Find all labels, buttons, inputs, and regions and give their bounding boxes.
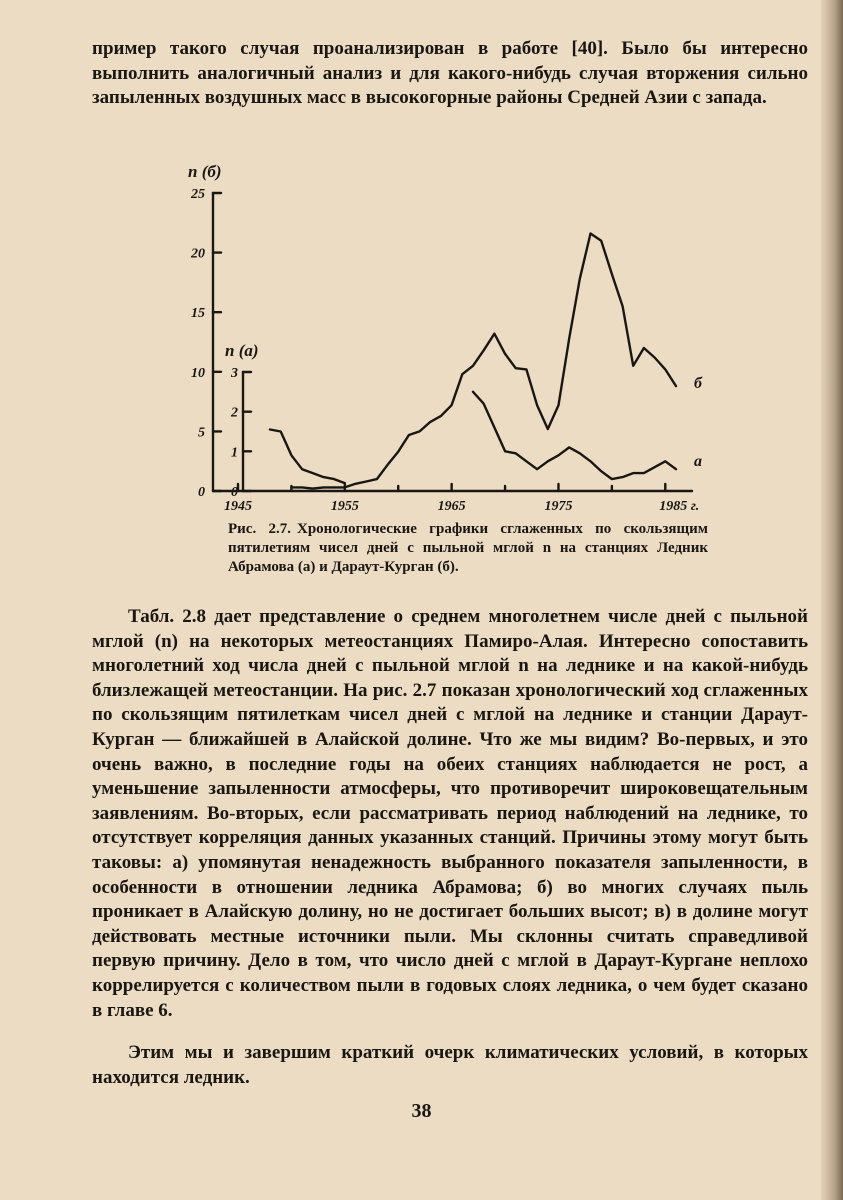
y-axis-a-tick-label: 0 bbox=[231, 485, 238, 500]
x-axis-tick-label: 1985 г. bbox=[659, 499, 700, 514]
y-axis-b-tick-label: 0 bbox=[198, 485, 205, 500]
figure-caption-lead: Рис. 2.7. bbox=[228, 521, 291, 537]
y-axis-a-tick-label: 3 bbox=[231, 366, 238, 381]
y-axis-a-tick-label: 1 bbox=[231, 445, 238, 461]
top-paragraph: пример такого случая проанализирован в работе [40]. Было бы интересно выполнить аналогичный анализ и для какого-нибудь случая вторжения сильно запыленных воздушных масс в высокогорные районы Средней Азии с запада. bbox=[92, 38, 808, 109]
y-axis-a-tick-label: 2 bbox=[231, 405, 238, 421]
y-axis-a-title: n (а) bbox=[225, 341, 259, 360]
figure-caption bbox=[228, 520, 708, 577]
page-number: 38 bbox=[411, 1100, 432, 1122]
y-axis-b-tick-label: 25 bbox=[191, 187, 205, 202]
x-axis-tick-label: 1975 bbox=[544, 499, 573, 514]
x-axis-tick-label: 1965 bbox=[437, 499, 466, 514]
series-a-label: а bbox=[694, 453, 702, 470]
y-axis-b-tick-label: 15 bbox=[191, 306, 205, 322]
figure-caption-body: Хронологические графики сглаженных по скользящим пятилетиям чисел дней с пыльной мглой n на станциях Ледник Абрамова (а) и Дараут-Курган (б). bbox=[228, 521, 708, 575]
y-axis-b-title: n (б) bbox=[188, 162, 222, 181]
series-b-line bbox=[291, 234, 676, 489]
main-paragraph: Табл. 2.8 дает представление о среднем многолетнем числе дней с пыльной мглой (n) на некоторых метеостанциях Памиро-Алая. Интересно сопоставить многолетний ход числа дней с пыльной мглой n на леднике и на какой-нибудь близлежащей метеостанции. На рис. 2.7 показан хронологический ход сглаженных по скользящим пятилеткам чисел дней с мглой на леднике и станции Дараут-Курган — ближайшей в Алайской долине. Что же мы видим? Во-первых, и это очень важно, в последние годы на обеих станциях наблюдается не рост, а уменьшение запыленности атмосферы, что противоречит широковещательным заявлениям. Во-вторых, если рассматривать период наблюдений на леднике, то отсутствует корреляция данных указанных станций. Причины этому могут быть таковы: а) упомянутая ненадежность выбранного показателя запыленности, в особенности в отношении ледника Абрамова; б) во многих случаях пыль проникает в Алайскую долину, но не достигает больших высот; в) в долине могут действовать местные источники пыли. Мы склонны считать справедливой первую причину. Дело в том, что число дней с мглой в Дараут-Кургане неплохо коррелируется с количеством пыли в годовых слоях ледника, о чем будет сказано в главе 6. bbox=[92, 606, 808, 1021]
x-axis-tick-label: 1955 bbox=[330, 499, 359, 514]
y-axis-b-tick-label: 20 bbox=[191, 246, 205, 262]
last-paragraph: Этим мы и завершим краткий очерк климатических условий, в которых находится ледник. bbox=[92, 1042, 808, 1088]
series-early-segment-line bbox=[270, 430, 345, 484]
y-axis-b-tick-label: 10 bbox=[191, 365, 205, 381]
series-b-label: б bbox=[694, 375, 702, 392]
series-a-line bbox=[473, 392, 676, 479]
x-axis-tick-label: 1945 bbox=[224, 499, 252, 514]
y-axis-b-tick-label: 5 bbox=[198, 425, 205, 441]
